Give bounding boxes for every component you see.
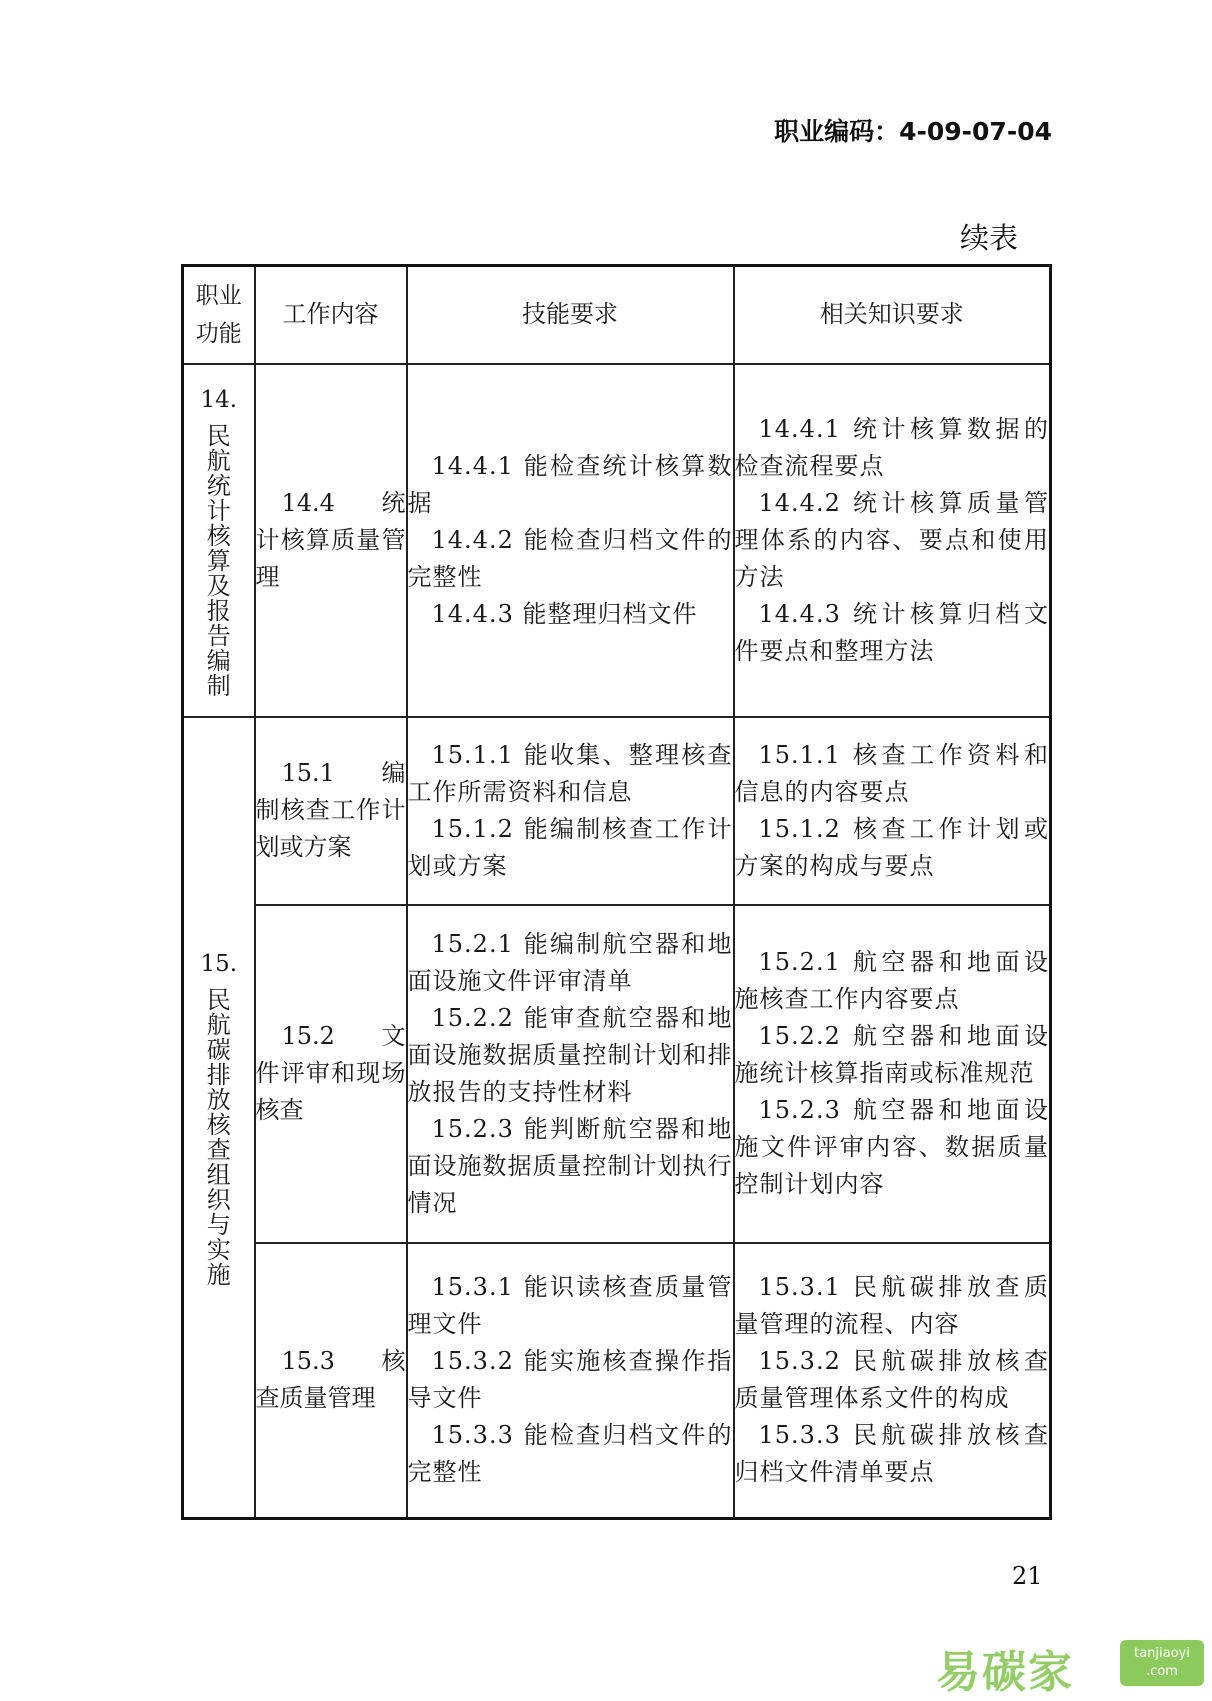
knowledge-item: 15.2.1 航空器和地面设施核查工作内容要点 [734, 948, 1049, 1013]
header-skills: 技能要求 [407, 266, 734, 364]
watermark-text: 易碳家 [936, 1647, 1074, 1698]
header-knowledge: 相关知识要求 [734, 266, 1051, 364]
knowledge-item: 15.2.2 航空器和地面设施统计核算指南或标准规范 [734, 1022, 1049, 1087]
knowledge-item: 14.4.2 统计核算质量管理体系的内容、要点和使用方法 [734, 488, 1049, 591]
function-name: 民航碳排放核查组织与实施 [206, 986, 231, 1290]
work-text: 15.2 文件评审和现场核查 [255, 1022, 406, 1124]
skill-item: 15.2.1 能编制航空器和地面设施文件评审清单 [407, 929, 733, 995]
function-cell-15 [183, 717, 255, 1519]
knowledge-item: 14.4.3 统计核算归档文件要点和整理方法 [734, 599, 1049, 665]
watermark-badge: tanjiaoyi .com [1120, 1640, 1204, 1686]
work-text: 15.1 编制核查工作计划或方案 [255, 759, 406, 861]
skills-cell [407, 905, 734, 1243]
skill-item: 14.4.2 能检查归档文件的完整性 [407, 525, 733, 591]
header-function-line2: 功能 [195, 320, 242, 347]
work-text: 15.3 核查质量管理 [255, 1347, 406, 1413]
header-work: 工作内容 [255, 266, 407, 364]
work-cell [255, 1243, 407, 1519]
header-function [183, 266, 255, 364]
watermark-logo [936, 1636, 1208, 1696]
skill-item: 15.2.3 能判断航空器和地面设施数据质量控制计划执行情况 [407, 1114, 733, 1217]
skill-item: 15.3.1 能识读核查质量管理文件 [407, 1273, 733, 1339]
continued-label: 续表 [960, 221, 1019, 255]
work-cell [255, 905, 407, 1243]
skill-item: 15.3.2 能实施核查操作指导文件 [407, 1347, 733, 1413]
knowledge-item: 15.2.3 航空器和地面设施文件评审内容、数据质量控制计划内容 [734, 1096, 1049, 1198]
table-row [183, 364, 1051, 717]
knowledge-item: 15.1.2 核查工作计划或方案的构成与要点 [734, 814, 1049, 880]
knowledge-cell [734, 1243, 1051, 1519]
skill-item: 15.1.2 能编制核查工作计划或方案 [407, 814, 733, 880]
skills-table [181, 264, 1052, 1520]
header-function-line1: 职业 [195, 282, 242, 309]
table-header-row [183, 266, 1051, 364]
skill-item: 15.1.1 能收集、整理核查工作所需资料和信息 [407, 740, 733, 806]
page-number: 21 [1012, 1562, 1043, 1590]
knowledge-item: 15.3.1 民航碳排放查质量管理的流程、内容 [734, 1273, 1049, 1339]
skill-item: 15.3.3 能检查归档文件的完整性 [407, 1421, 733, 1487]
work-cell [255, 717, 407, 905]
skill-item: 15.2.2 能审查航空器和地面设施数据质量控制计划和排放报告的支持性材料 [407, 1003, 733, 1106]
function-name: 民航统计核算及报告编制 [206, 421, 231, 700]
skills-cell [407, 364, 734, 717]
skill-item: 14.4.3 能整理归档文件 [431, 599, 698, 628]
function-number: 14. [200, 386, 238, 413]
knowledge-item: 15.3.2 民航碳排放核查质量管理体系文件的构成 [734, 1347, 1049, 1413]
skills-cell [407, 717, 734, 905]
knowledge-item: 14.4.1 统计核算数据的检查流程要点 [734, 414, 1049, 480]
table-row [183, 905, 1051, 1243]
knowledge-cell [734, 717, 1051, 905]
function-cell-14 [183, 364, 255, 717]
knowledge-item: 15.1.1 核查工作资料和信息的内容要点 [734, 740, 1049, 806]
knowledge-cell [734, 905, 1051, 1243]
table-row [183, 717, 1051, 905]
knowledge-cell [734, 364, 1051, 717]
skills-cell [407, 1243, 734, 1519]
occupation-code: 职业编码：4-09-07-04 [774, 117, 1052, 146]
function-number: 15. [200, 951, 238, 978]
work-cell [255, 364, 407, 717]
knowledge-item: 15.3.3 民航碳排放核查归档文件清单要点 [734, 1421, 1049, 1487]
table-row [183, 1243, 1051, 1519]
work-text: 14.4 统计核算质量管理 [255, 488, 406, 591]
skill-item: 14.4.1 能检查统计核算数据 [407, 451, 733, 517]
